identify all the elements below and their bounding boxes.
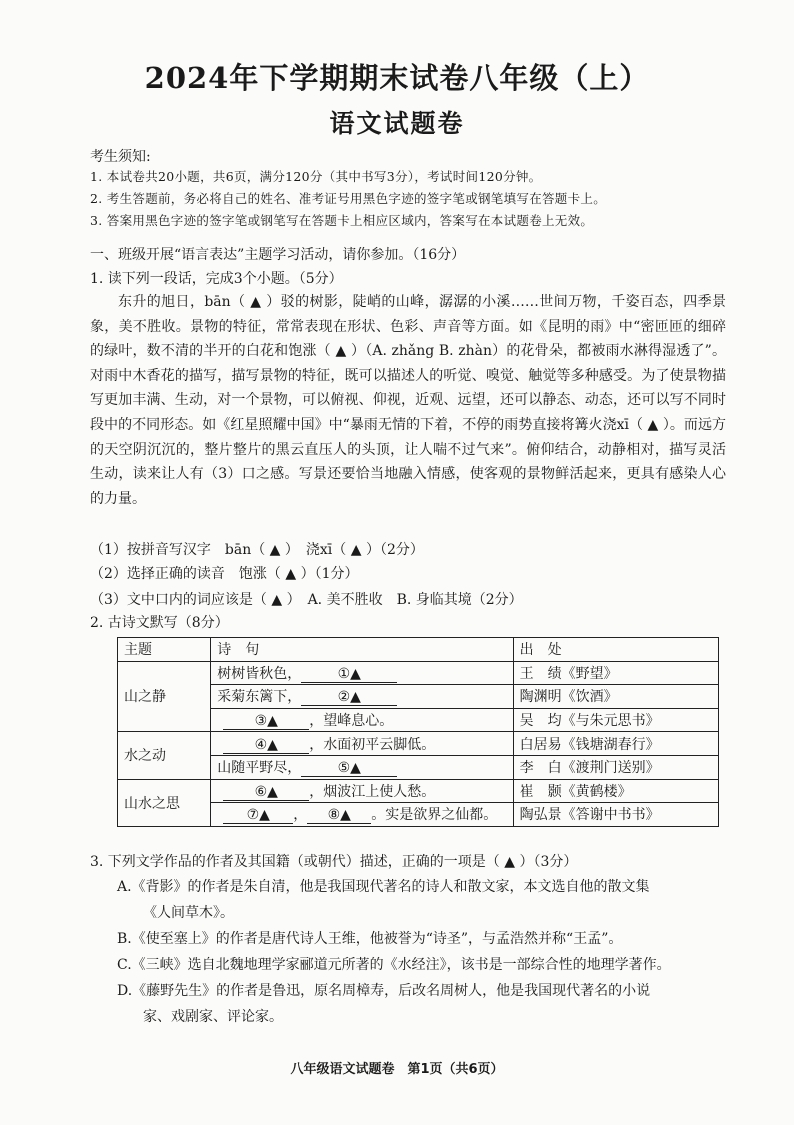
question-1-sub-2: （2）选择正确的读音 饱涨（ ▲ ）（1分） [90,566,359,582]
verse-text: ， [293,807,308,824]
answer-blank: ⑤▲ [301,761,397,777]
question-3-title: 3. 下列文学作品的作者及其国籍（或朝代）描述，正确的一项是（ ▲ ）（3分） [90,854,578,870]
table-header-row [118,638,719,662]
verse-cell [211,779,513,803]
option-d-continued: 家、戏剧家、评论家。 [143,1009,283,1025]
theme-cell: 山之静 [118,661,211,732]
poem-table [117,637,719,827]
reading-passage [90,290,726,511]
verse-text: ，水面初平云脚低。 [309,736,436,753]
verse-cell [211,732,513,756]
question-1-sub-3: （3）文中口内的词应该是（ ▲ ） A. 美不胜收 B. 身临其境（2分） [90,592,523,608]
table-row [118,779,719,803]
source-cell: 吴 均《与朱元思书》 [513,708,718,732]
answer-blank: ③▲ [223,714,309,730]
reading-passage-text: 东升的旭日，bān（ ▲ ）驳的树影，陡峭的山峰，潺潺的小溪……世间万物，千姿百态，四季景象，美不胜收。景物的特征，常常表现在形状、色彩、声音等方面。如《昆明的雨》中“密匝匝的细碎的绿叶，数不清的半开的白花和饱涨（ ▲ ）（A. zhǎng B. zhàn）的花骨朵，都被雨水淋得湿透了”。对雨中木香花的描写，描写景物的特征，既可以描述人的听觉、嗅觉、触觉等多种感受。为了使景物描写更加丰满、生动，对一个景物，可以俯视、仰视，近观、远望，还可以静态、动态，还可以写不同时段中的不同形态。如《红星照耀中国》中“暴雨无情的下着，不停的雨势直接将篝火浇xī（ ▲ ）。而远方的天空阴沉沉的，整片整片的黑云直压人的头顶，让人喘不过气来”。俯仰结合，动静相对，描写灵活生动，读来让人有（3）口之感。写景还要恰当地融入情感，使客观的景物鲜活起来，更具有感染人心的力量。 [90,294,726,507]
option-c: C.《三峡》选自北魏地理学家郦道元所著的《水经注》，该书是一部综合性的地理学著作。 [117,957,671,973]
header-source: 出 处 [513,638,718,662]
page-footer: 八年级语文试题卷 第1页（共6页） [290,1062,504,1077]
question-3-options [117,874,727,1030]
verse-cell [211,755,513,779]
answer-blank: ④▲ [223,738,309,754]
notice-heading: 考生须知: [90,149,151,165]
answer-blank: ⑧▲ [307,808,371,824]
option-a-continued: 《人间草木》。 [143,905,234,921]
question-2-title: 2. 古诗文默写（8分） [90,615,229,631]
theme-cell: 水之动 [118,732,211,779]
theme-cell: 山水之思 [118,779,211,826]
question-1-title: 1. 读下列一段话，完成3个小题。（5分） [90,271,343,287]
verse-cell [211,685,513,709]
answer-blank: ⑦▲ [223,808,293,824]
table-row [118,661,719,685]
option-b: B.《使至塞上》的作者是唐代诗人王维，他被誉为“诗圣”，与孟浩然并称“王孟”。 [117,931,623,947]
verse-text: 树树皆秋色， [217,665,302,682]
option-a: A.《背影》的作者是朱自清，他是我国现代著名的诗人和散文家，本文选自他的散文集 [117,879,650,895]
exam-subtitle: 语文试题卷 [329,109,465,138]
question-1-sub-1: （1）按拼音写汉字 bān（ ▲ ） 浇xī（ ▲ ）（2分） [90,542,424,558]
source-cell: 王 绩《野望》 [513,661,718,685]
source-cell: 崔 颢《黄鹤楼》 [513,779,718,803]
source-cell: 李 白《渡荆门送别》 [513,755,718,779]
source-cell: 陶弘景《答谢中书书》 [513,803,718,827]
header-verse: 诗 句 [211,638,513,662]
source-cell: 白居易《钱塘湖春行》 [513,732,718,756]
verse-text: ，烟波江上使人愁。 [309,783,436,800]
verse-text: ，望峰息心。 [309,713,394,730]
header-theme: 主题 [118,638,211,662]
exam-title: 2024年下学期期末试卷八年级（上） [144,61,650,95]
verse-cell [211,661,513,685]
notice-item-2: 2. 考生答题前，务必将自己的姓名、准考证号用黑色字迹的签字笔或钢笔填写在答题卡上。 [90,191,607,206]
verse-cell [211,708,513,732]
verse-text: 山随平野尽， [217,760,302,777]
table-row [118,732,719,756]
verse-text: 。实是欲界之仙都。 [371,807,498,824]
verse-cell [211,803,513,827]
option-d: D.《藤野先生》的作者是鲁迅，原名周樟寿，后改名周树人，他是我国现代著名的小说 [117,983,651,999]
notice-item-1: 1. 本试卷共20小题，共6页，满分120分（其中书写3分），考试时间120分钟。 [90,169,542,184]
answer-blank: ⑥▲ [223,785,309,801]
answer-blank: ①▲ [301,667,397,683]
verse-text: 采菊东篱下， [217,689,302,706]
source-cell: 陶渊明《饮酒》 [513,685,718,709]
notice-item-3: 3. 答案用黑色字迹的签字笔或钢笔写在答题卡上相应区域内，答案写在本试题卷上无效。 [90,213,594,228]
section-1-heading: 一、班级开展“语言表达”主题学习活动，请你参加。（16分） [90,247,466,263]
answer-blank: ②▲ [301,690,397,706]
